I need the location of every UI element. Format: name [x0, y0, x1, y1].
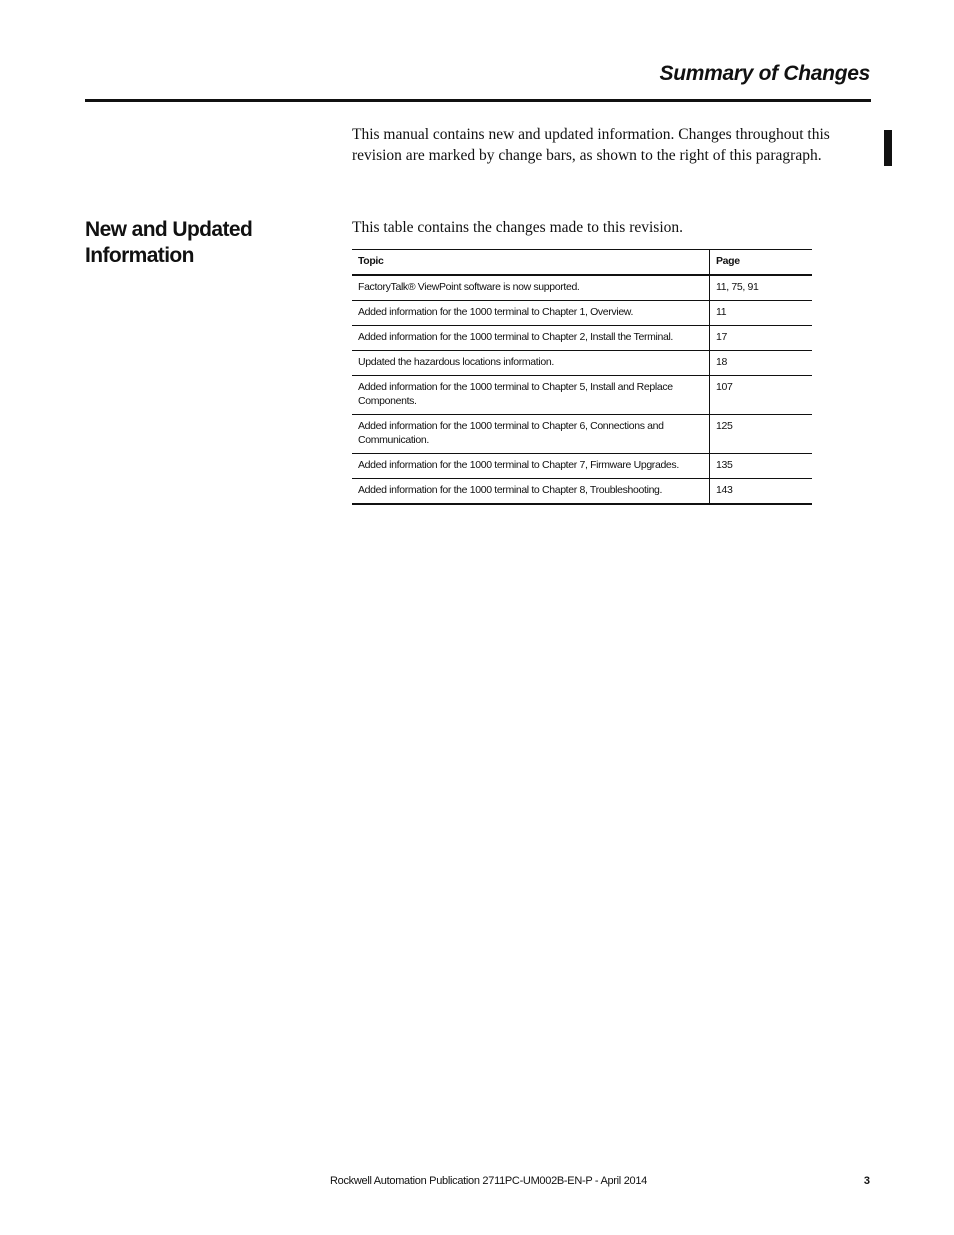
table-header-row [352, 250, 812, 276]
cell-topic: Added information for the 1000 terminal to Chapter 6, Connections and Communication. [352, 415, 710, 454]
table-row [352, 275, 812, 301]
table-row [352, 351, 812, 376]
table-row [352, 454, 812, 479]
change-bar [884, 130, 892, 166]
cell-page: 143 [710, 479, 813, 505]
table-row [352, 376, 812, 415]
cell-topic: Added information for the 1000 terminal to Chapter 1, Overview. [352, 301, 710, 326]
table-row [352, 415, 812, 454]
changes-table [352, 249, 812, 505]
table-row [352, 301, 812, 326]
cell-topic: Added information for the 1000 terminal to Chapter 8, Troubleshooting. [352, 479, 710, 505]
table-row [352, 326, 812, 351]
page-number: 3 [863, 1175, 870, 1187]
table-row [352, 479, 812, 505]
footer-publication: Rockwell Automation Publication 2711PC-UM002B-EN-P - April 2014 [330, 1175, 647, 1187]
section-heading: New and Updated Information [85, 218, 253, 267]
cell-page: 107 [710, 376, 813, 415]
cell-topic: Added information for the 1000 terminal to Chapter 7, Firmware Upgrades. [352, 454, 710, 479]
cell-topic: Updated the hazardous locations information. [352, 351, 710, 376]
cell-page: 135 [710, 454, 813, 479]
page-title: Summary of Changes [659, 62, 870, 85]
cell-topic: Added information for the 1000 terminal to Chapter 5, Install and Replace Components. [352, 376, 710, 415]
header-page: Page [710, 250, 813, 276]
intro-paragraph: This manual contains new and updated information. Changes throughout this revision are marked by change bars, as shown to the right of this paragraph. [352, 126, 830, 164]
cell-page: 18 [710, 351, 813, 376]
cell-page: 125 [710, 415, 813, 454]
cell-topic: FactoryTalk® ViewPoint software is now supported. [352, 275, 710, 301]
cell-page: 17 [710, 326, 813, 351]
cell-page: 11 [710, 301, 813, 326]
cell-page: 11, 75, 91 [710, 275, 813, 301]
title-rule [85, 99, 871, 102]
table-intro: This table contains the changes made to this revision. [352, 219, 684, 236]
header-topic: Topic [352, 250, 710, 276]
cell-topic: Added information for the 1000 terminal to Chapter 2, Install the Terminal. [352, 326, 710, 351]
